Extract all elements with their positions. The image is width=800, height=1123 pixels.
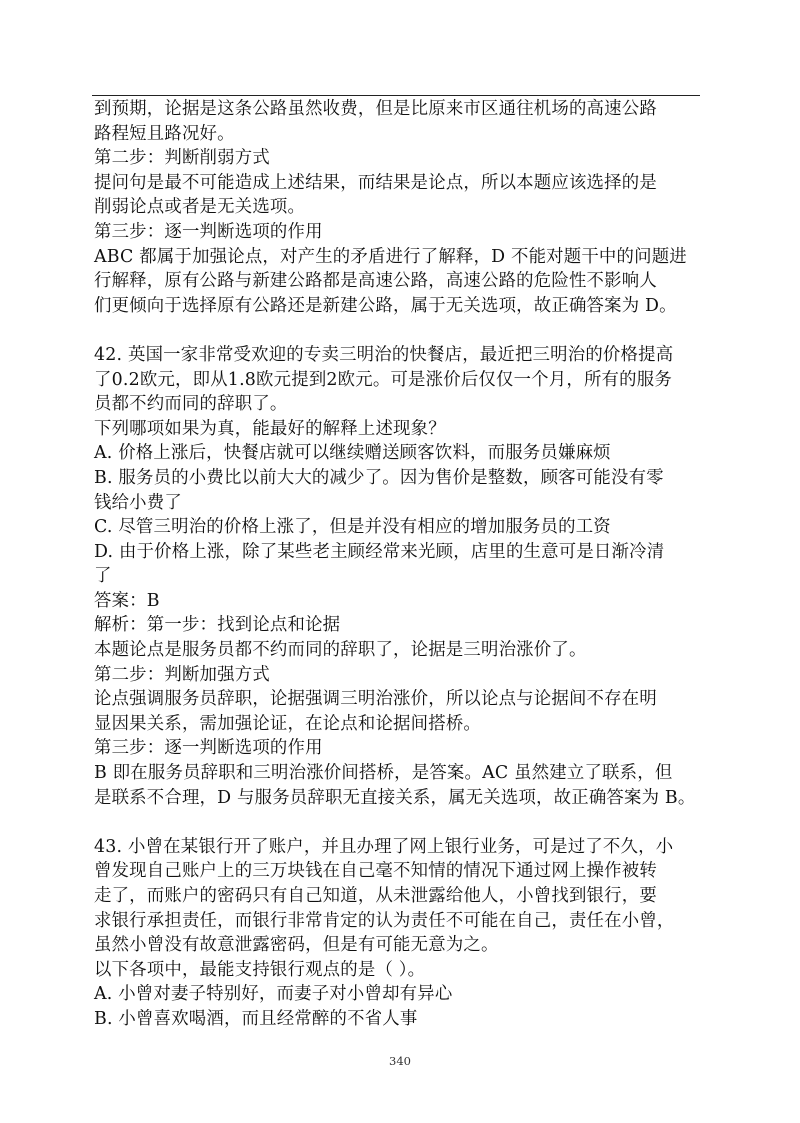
- text-line: 走了，而账户的密码只有自己知道，从未泄露给他人，小曾找到银行，要: [94, 886, 657, 906]
- text-line: 们更倾向于选择原有公路还是新建公路，属于无关选项，故正确答案为 D。: [94, 295, 677, 316]
- blank-line: [94, 810, 700, 835]
- text-line: 路程短且路况好。: [94, 123, 235, 144]
- text-line: 答案：B: [94, 590, 160, 611]
- text-line: 行解释，原有公路与新建公路都是高速公路，高速公路的危险性不影响人: [94, 271, 657, 292]
- text-line: 虽然小曾没有故意泄露密码，但是有可能无意为之。: [94, 935, 499, 956]
- text-line: 第二步：判断加强方式: [94, 664, 270, 685]
- text-line: 本题论点是服务员都不约而同的辞职了，论据是三明治涨价了。: [94, 640, 587, 661]
- text-line: 第二步：判断削弱方式: [94, 148, 270, 169]
- text-line: 显因果关系，需加强论证，在论点和论据间搭桥。: [94, 713, 481, 734]
- text-line: 到预期，论据是这条公路虽然收费，但是比原来市区通往机场的高速公路: [94, 99, 657, 119]
- text-line: 43. 小曾在某银行开了账户，并且办理了网上银行业务，可是过了不久，小: [94, 836, 674, 857]
- header-rule: [92, 95, 700, 96]
- text-line: 第三步：逐一判断选项的作用: [94, 221, 323, 242]
- text-line: 钱给小费了: [94, 492, 182, 513]
- text-line: 42. 英国一家非常受欢迎的专卖三明治的快餐店，最近把三明治的价格提高: [94, 344, 674, 365]
- text-line: 削弱论点或者是无关选项。: [94, 197, 306, 218]
- text-line: A. 价格上涨后，快餐店就可以继续赠送顾客饮料，而服务员嫌麻烦: [94, 443, 611, 464]
- text-line: C. 尽管三明治的价格上涨了，但是并没有相应的增加服务员的工资: [94, 517, 611, 538]
- blank-line: [94, 318, 700, 343]
- text-line: 曾发现自己账户上的三万块钱在自己毫不知情的情况下通过网上操作被转: [94, 861, 657, 882]
- text-line: B. 小曾喜欢喝酒，而且经常醉的不省人事: [94, 1008, 418, 1029]
- text-line: A. 小曾对妻子特别好，而妻子对小曾却有异心: [94, 984, 453, 1005]
- text-line: D. 由于价格上涨，除了某些老主顾经常来光顾，店里的生意可是日渐冷清: [94, 541, 665, 562]
- text-line: 第三步：逐一判断选项的作用: [94, 738, 323, 759]
- text-line: 员都不约而同的辞职了。: [94, 394, 288, 415]
- text-line: 了: [94, 566, 112, 587]
- text-line: B. 服务员的小费比以前大大的减少了。因为售价是整数，顾客可能没有零: [94, 467, 664, 488]
- text-line: 求银行承担责任，而银行非常肯定的认为责任不可能在自己，责任在小曾，: [94, 910, 675, 931]
- text-line: 下列哪项如果为真，能最好的解释上述现象？: [94, 418, 446, 439]
- text-line: 了0.2欧元，即从1.8欧元提到2欧元。可是涨价后仅仅一个月，所有的服务: [94, 369, 672, 390]
- page-number: 340: [389, 1054, 411, 1068]
- text-line: B 即在服务员辞职和三明治涨价间搭桥，是答案。AC 虽然建立了联系，但: [94, 763, 673, 784]
- text-line: 提问句是最不可能造成上述结果，而结果是论点，所以本题应该选择的是: [94, 172, 657, 193]
- text-line: 论点强调服务员辞职，论据强调三明治涨价，所以论点与论据间不存在明: [94, 689, 657, 710]
- text-line: ABC 都属于加强论点，对产生的矛盾进行了解释，D 不能对题干中的问题进: [94, 246, 687, 267]
- text-line: 以下各项中，最能支持银行观点的是（ ）。: [94, 959, 426, 980]
- text-line: 是联系不合理，D 与服务员辞职无直接关系，属无关选项，故正确答案为 B。: [94, 787, 696, 808]
- page-content: [94, 97, 700, 1032]
- text-line: 解析：第一步：找到论点和论据: [94, 615, 341, 636]
